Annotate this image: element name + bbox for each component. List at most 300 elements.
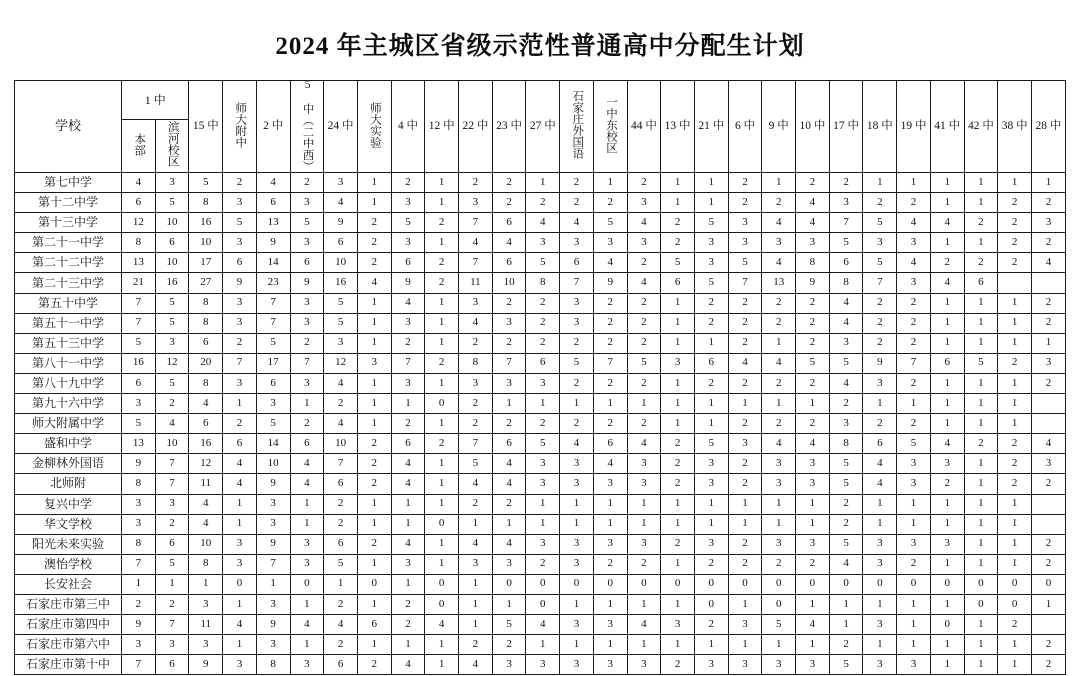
table-cell: 3 xyxy=(930,534,964,554)
table-cell: 1 xyxy=(425,193,459,213)
table-row xyxy=(15,414,1066,434)
table-cell: 2 xyxy=(357,534,391,554)
table-cell: 1 xyxy=(897,635,931,655)
table-cell: 3 xyxy=(526,233,560,253)
table-cell: 1 xyxy=(661,514,695,534)
table-cell: 2 xyxy=(357,474,391,494)
row-school-name: 长安社会 xyxy=(15,574,122,594)
table-cell: 2 xyxy=(863,313,897,333)
table-cell: 1 xyxy=(627,494,661,514)
table-container xyxy=(0,80,1080,675)
table-cell: 0 xyxy=(661,574,695,594)
table-cell: 1 xyxy=(694,173,728,193)
table-cell: 2 xyxy=(526,333,560,353)
table-cell: 1 xyxy=(425,474,459,494)
table-cell: 4 xyxy=(1031,253,1065,273)
table-cell: 1 xyxy=(930,635,964,655)
table-cell: 5 xyxy=(391,213,425,233)
table-cell: 3 xyxy=(694,655,728,675)
table-cell: 1 xyxy=(964,414,998,434)
table-cell: 1 xyxy=(694,414,728,434)
table-cell: 1 xyxy=(357,313,391,333)
table-cell: 6 xyxy=(324,474,358,494)
table-cell: 2 xyxy=(964,253,998,273)
table-cell: 1 xyxy=(964,233,998,253)
table-cell: 7 xyxy=(728,273,762,293)
table-cell: 11 xyxy=(459,273,493,293)
table-cell: 3 xyxy=(189,594,223,614)
table-cell: 2 xyxy=(661,454,695,474)
table-cell: 3 xyxy=(155,173,189,193)
table-cell: 3 xyxy=(223,655,257,675)
table-cell: 1 xyxy=(694,333,728,353)
table-cell: 4 xyxy=(459,233,493,253)
table-cell: 1 xyxy=(357,333,391,353)
table-cell: 2 xyxy=(863,414,897,434)
table-cell: 1 xyxy=(526,394,560,414)
table-cell: 1 xyxy=(863,635,897,655)
table-cell: 4 xyxy=(796,434,830,454)
table-cell: 3 xyxy=(661,615,695,635)
table-cell: 2 xyxy=(762,554,796,574)
table-cell: 5 xyxy=(155,373,189,393)
table-cell: 5 xyxy=(694,434,728,454)
header-col-11 xyxy=(560,81,594,173)
header-col-23 xyxy=(964,81,998,173)
table-cell: 0 xyxy=(526,574,560,594)
table-cell: 1 xyxy=(863,514,897,534)
table-cell: 2 xyxy=(593,554,627,574)
table-cell: 1 xyxy=(593,635,627,655)
table-cell: 0 xyxy=(897,574,931,594)
table-cell xyxy=(1031,414,1065,434)
table-cell: 1 xyxy=(964,454,998,474)
table-cell: 0 xyxy=(290,574,324,594)
table-cell: 5 xyxy=(627,353,661,373)
table-cell: 3 xyxy=(256,594,290,614)
table-cell: 1 xyxy=(526,514,560,534)
table-cell: 3 xyxy=(391,193,425,213)
table-cell: 2 xyxy=(897,293,931,313)
table-cell: 3 xyxy=(223,193,257,213)
table-cell: 4 xyxy=(526,213,560,233)
header-col-5 xyxy=(357,81,391,173)
table-cell: 2 xyxy=(627,373,661,393)
table-row xyxy=(15,373,1066,393)
table-row xyxy=(15,635,1066,655)
header-col-label: 44 中 xyxy=(630,120,657,133)
table-cell: 2 xyxy=(998,213,1032,233)
table-cell: 1 xyxy=(661,554,695,574)
table-cell: 5 xyxy=(829,353,863,373)
header-col-label: 15 中 xyxy=(192,120,219,133)
table-cell: 1 xyxy=(492,394,526,414)
table-cell: 1 xyxy=(930,293,964,313)
table-cell: 1 xyxy=(998,655,1032,675)
table-cell: 6 xyxy=(324,655,358,675)
table-cell: 3 xyxy=(560,454,594,474)
table-cell: 2 xyxy=(863,293,897,313)
table-cell: 10 xyxy=(492,273,526,293)
table-cell: 3 xyxy=(694,233,728,253)
table-cell: 2 xyxy=(593,193,627,213)
header-col-13 xyxy=(627,81,661,173)
table-cell: 1 xyxy=(796,494,830,514)
table-cell: 8 xyxy=(189,554,223,574)
table-cell: 1 xyxy=(897,615,931,635)
table-cell: 4 xyxy=(762,434,796,454)
table-cell: 10 xyxy=(324,434,358,454)
table-cell: 3 xyxy=(796,233,830,253)
table-cell: 1 xyxy=(964,514,998,534)
table-head-row-groups xyxy=(15,81,1066,120)
table-cell: 14 xyxy=(256,253,290,273)
table-cell: 10 xyxy=(155,253,189,273)
table-row xyxy=(15,615,1066,635)
table-cell: 3 xyxy=(155,635,189,655)
table-cell: 0 xyxy=(425,514,459,534)
header-col-label: 21 中 xyxy=(698,120,725,133)
table-cell: 2 xyxy=(223,333,257,353)
table-cell: 2 xyxy=(694,293,728,313)
table-cell: 7 xyxy=(155,454,189,474)
table-cell: 2 xyxy=(593,333,627,353)
table-cell: 3 xyxy=(290,193,324,213)
table-cell: 2 xyxy=(1031,193,1065,213)
table-cell: 3 xyxy=(728,434,762,454)
table-row xyxy=(15,474,1066,494)
table-cell: 1 xyxy=(357,293,391,313)
table-cell: 5 xyxy=(560,353,594,373)
table-cell: 5 xyxy=(863,213,897,233)
table-cell: 6 xyxy=(256,193,290,213)
table-cell: 1 xyxy=(762,394,796,414)
table-cell: 4 xyxy=(256,173,290,193)
table-cell: 10 xyxy=(155,434,189,454)
table-cell: 3 xyxy=(526,373,560,393)
header-col-label: 18 中 xyxy=(866,120,893,133)
table-cell: 1 xyxy=(964,313,998,333)
table-cell: 3 xyxy=(627,454,661,474)
table-cell: 16 xyxy=(189,434,223,454)
table-cell: 3 xyxy=(155,333,189,353)
table-cell: 2 xyxy=(661,655,695,675)
table-cell: 0 xyxy=(762,594,796,614)
table-cell: 3 xyxy=(560,554,594,574)
table-cell: 3 xyxy=(560,615,594,635)
table-cell: 1 xyxy=(964,494,998,514)
table-cell: 1 xyxy=(425,534,459,554)
table-cell: 1 xyxy=(459,574,493,594)
table-cell: 1 xyxy=(1031,594,1065,614)
table-cell: 2 xyxy=(492,173,526,193)
page-title: 2024 年主城区省级示范性普通高中分配生计划 xyxy=(275,33,805,60)
header-col-label: 42 中 xyxy=(967,120,994,133)
table-row xyxy=(15,233,1066,253)
header-col-12 xyxy=(593,81,627,173)
table-cell: 1 xyxy=(223,594,257,614)
table-cell: 2 xyxy=(526,293,560,313)
table-cell: 1 xyxy=(122,574,156,594)
table-row xyxy=(15,394,1066,414)
table-cell: 12 xyxy=(189,454,223,474)
table-cell: 3 xyxy=(694,534,728,554)
table-cell: 4 xyxy=(627,213,661,233)
table-cell: 2 xyxy=(829,494,863,514)
table-cell: 6 xyxy=(391,434,425,454)
table-cell: 1 xyxy=(829,615,863,635)
table-cell: 4 xyxy=(492,474,526,494)
table-cell: 3 xyxy=(863,373,897,393)
table-cell: 1 xyxy=(930,373,964,393)
table-cell: 17 xyxy=(256,353,290,373)
header-col-17 xyxy=(762,81,796,173)
table-cell: 3 xyxy=(1031,353,1065,373)
table-cell: 2 xyxy=(357,213,391,233)
table-cell: 3 xyxy=(560,534,594,554)
table-cell: 1 xyxy=(425,655,459,675)
table-cell: 5 xyxy=(155,193,189,213)
table-cell: 6 xyxy=(122,373,156,393)
table-cell: 6 xyxy=(357,615,391,635)
table-cell: 5 xyxy=(122,414,156,434)
table-cell: 3 xyxy=(459,373,493,393)
table-cell: 12 xyxy=(155,353,189,373)
table-cell: 1 xyxy=(964,293,998,313)
table-cell: 2 xyxy=(459,635,493,655)
table-cell: 2 xyxy=(964,213,998,233)
table-cell: 3 xyxy=(223,373,257,393)
header-col-label: 9 中 xyxy=(768,120,789,133)
table-cell: 0 xyxy=(796,574,830,594)
table-cell: 2 xyxy=(829,514,863,534)
table-cell: 2 xyxy=(122,594,156,614)
table-cell: 3 xyxy=(728,213,762,233)
header-col-8 xyxy=(459,81,493,173)
table-row xyxy=(15,273,1066,293)
table-cell: 5 xyxy=(661,253,695,273)
table-cell: 2 xyxy=(829,173,863,193)
table-cell: 9 xyxy=(863,353,897,373)
table-cell: 2 xyxy=(1031,635,1065,655)
table-cell: 1 xyxy=(593,594,627,614)
table-cell: 1 xyxy=(964,534,998,554)
table-cell: 1 xyxy=(357,394,391,414)
table-cell: 2 xyxy=(930,474,964,494)
table-cell: 2 xyxy=(762,293,796,313)
table-cell: 1 xyxy=(694,635,728,655)
allocation-plan-table xyxy=(14,80,1066,675)
header-col-16 xyxy=(728,81,762,173)
table-cell: 3 xyxy=(593,534,627,554)
table-cell: 2 xyxy=(762,193,796,213)
table-cell: 1 xyxy=(930,173,964,193)
table-cell: 2 xyxy=(728,414,762,434)
table-cell: 1 xyxy=(425,313,459,333)
table-cell: 7 xyxy=(459,253,493,273)
table-cell: 4 xyxy=(391,534,425,554)
header-col-label: 28 中 xyxy=(1035,120,1062,133)
table-cell: 1 xyxy=(829,594,863,614)
table-cell: 2 xyxy=(492,635,526,655)
table-cell: 1 xyxy=(425,173,459,193)
table-cell: 7 xyxy=(863,273,897,293)
table-cell: 3 xyxy=(897,474,931,494)
table-cell: 2 xyxy=(661,474,695,494)
table-row xyxy=(15,655,1066,675)
table-cell: 1 xyxy=(998,514,1032,534)
row-school-name: 第十三中学 xyxy=(15,213,122,233)
table-cell: 4 xyxy=(930,213,964,233)
table-cell: 2 xyxy=(998,253,1032,273)
table-cell: 5 xyxy=(829,655,863,675)
table-cell: 1 xyxy=(897,594,931,614)
table-cell: 2 xyxy=(728,333,762,353)
header-col-10 xyxy=(526,81,560,173)
table-cell: 3 xyxy=(526,534,560,554)
table-cell: 2 xyxy=(897,554,931,574)
table-cell: 2 xyxy=(661,534,695,554)
header-col-label: 2 中 xyxy=(263,120,284,133)
table-cell: 12 xyxy=(122,213,156,233)
table-cell: 3 xyxy=(863,615,897,635)
table-cell: 10 xyxy=(189,233,223,253)
table-cell: 7 xyxy=(155,615,189,635)
table-cell: 5 xyxy=(155,313,189,333)
table-cell: 3 xyxy=(897,273,931,293)
table-cell: 1 xyxy=(930,333,964,353)
table-cell xyxy=(1031,615,1065,635)
table-cell: 1 xyxy=(526,173,560,193)
table-cell: 0 xyxy=(930,574,964,594)
row-school-name: 复兴中学 xyxy=(15,494,122,514)
table-cell: 1 xyxy=(357,173,391,193)
table-cell: 2 xyxy=(324,635,358,655)
table-cell: 4 xyxy=(391,454,425,474)
table-cell: 0 xyxy=(425,574,459,594)
table-cell: 2 xyxy=(560,373,594,393)
table-cell: 1 xyxy=(256,574,290,594)
table-cell: 2 xyxy=(728,554,762,574)
table-cell: 1 xyxy=(998,333,1032,353)
table-cell: 1 xyxy=(930,233,964,253)
table-cell: 1 xyxy=(290,594,324,614)
table-cell: 2 xyxy=(762,313,796,333)
table-cell: 1 xyxy=(998,313,1032,333)
table-cell: 8 xyxy=(189,313,223,333)
table-cell: 1 xyxy=(998,373,1032,393)
table-cell: 2 xyxy=(560,333,594,353)
table-cell: 0 xyxy=(964,594,998,614)
table-cell: 2 xyxy=(998,434,1032,454)
table-cell: 0 xyxy=(930,615,964,635)
table-cell: 4 xyxy=(593,253,627,273)
table-cell: 2 xyxy=(627,173,661,193)
table-cell: 1 xyxy=(661,414,695,434)
table-cell: 4 xyxy=(627,273,661,293)
table-cell: 3 xyxy=(290,313,324,333)
table-cell: 1 xyxy=(930,514,964,534)
table-cell: 1 xyxy=(964,394,998,414)
table-cell: 1 xyxy=(290,394,324,414)
table-cell: 1 xyxy=(930,313,964,333)
table-cell: 3 xyxy=(728,615,762,635)
table-cell: 9 xyxy=(256,474,290,494)
table-cell: 1 xyxy=(930,414,964,434)
table-cell: 3 xyxy=(290,293,324,313)
table-cell: 5 xyxy=(829,233,863,253)
table-cell: 1 xyxy=(357,373,391,393)
table-cell: 8 xyxy=(459,353,493,373)
table-cell: 6 xyxy=(155,655,189,675)
header-col-24 xyxy=(998,81,1032,173)
table-cell: 1 xyxy=(998,554,1032,574)
table-row xyxy=(15,554,1066,574)
table-cell: 2 xyxy=(391,173,425,193)
table-cell: 3 xyxy=(492,313,526,333)
table-cell: 4 xyxy=(897,253,931,273)
table-cell: 1 xyxy=(290,494,324,514)
table-cell: 0 xyxy=(357,574,391,594)
table-cell: 2 xyxy=(425,213,459,233)
table-cell: 13 xyxy=(762,273,796,293)
row-school-name: 北师附 xyxy=(15,474,122,494)
table-cell: 3 xyxy=(796,534,830,554)
table-cell: 1 xyxy=(728,594,762,614)
header-col-label: 17 中 xyxy=(833,120,860,133)
table-cell: 4 xyxy=(459,655,493,675)
table-cell: 4 xyxy=(122,173,156,193)
table-cell: 2 xyxy=(425,434,459,454)
table-cell: 1 xyxy=(324,574,358,594)
table-cell: 1 xyxy=(459,594,493,614)
table-cell: 1 xyxy=(425,494,459,514)
row-school-name: 石家庄市第十中 xyxy=(15,655,122,675)
header-col-label: 23 中 xyxy=(496,120,523,133)
table-cell: 2 xyxy=(459,333,493,353)
table-row xyxy=(15,514,1066,534)
table-cell: 2 xyxy=(391,594,425,614)
table-cell: 5 xyxy=(762,615,796,635)
table-cell: 6 xyxy=(223,434,257,454)
table-cell: 7 xyxy=(391,353,425,373)
table-cell: 2 xyxy=(593,373,627,393)
table-cell: 4 xyxy=(930,434,964,454)
table-cell: 4 xyxy=(155,414,189,434)
table-cell: 1 xyxy=(593,514,627,534)
table-cell: 1 xyxy=(796,635,830,655)
header-col-label: 19 中 xyxy=(900,120,927,133)
table-row xyxy=(15,594,1066,614)
table-cell: 1 xyxy=(593,173,627,193)
table-cell: 3 xyxy=(290,373,324,393)
table-cell: 5 xyxy=(492,615,526,635)
table-cell: 1 xyxy=(897,494,931,514)
table-cell: 1 xyxy=(728,494,762,514)
table-cell: 7 xyxy=(256,313,290,333)
table-cell: 8 xyxy=(189,193,223,213)
table-cell: 2 xyxy=(762,373,796,393)
table-cell: 1 xyxy=(425,554,459,574)
table-cell: 7 xyxy=(256,293,290,313)
table-cell: 7 xyxy=(459,434,493,454)
table-cell: 1 xyxy=(560,594,594,614)
table-cell: 2 xyxy=(897,313,931,333)
table-cell: 2 xyxy=(324,594,358,614)
header-col-19 xyxy=(829,81,863,173)
table-cell: 3 xyxy=(897,655,931,675)
table-cell: 8 xyxy=(122,474,156,494)
